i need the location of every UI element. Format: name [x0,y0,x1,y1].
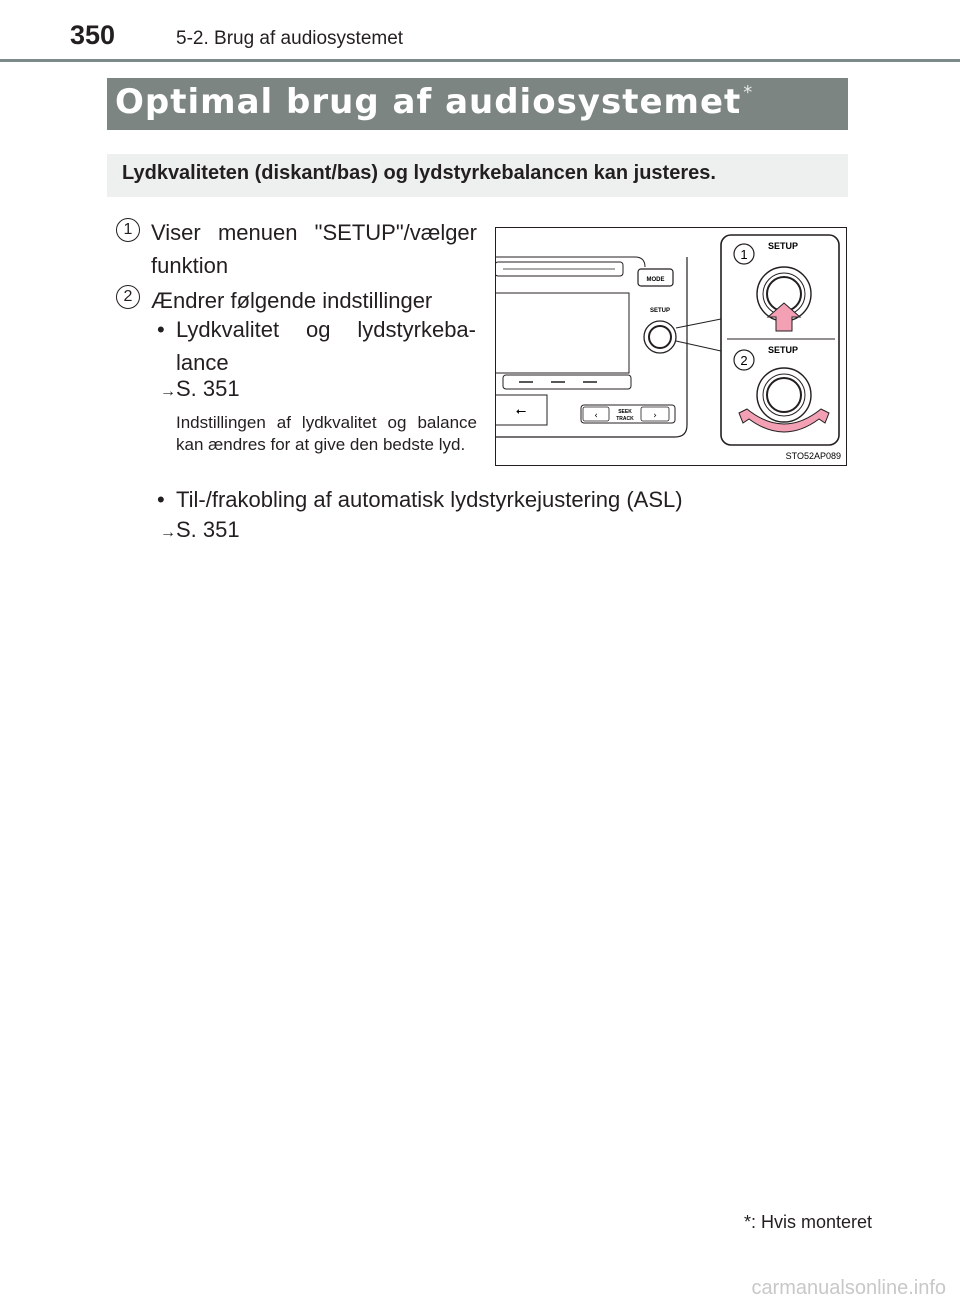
footnote: *: Hvis monteret [744,1212,873,1232]
seek-forward-icon: › [653,411,657,421]
watermark[interactable]: carmanualsonline.info [751,1277,946,1299]
step-number-1: 1 [116,218,140,242]
arrow-right-icon: → [160,524,176,541]
track-label: TRACK [616,416,634,422]
setup-label: SETUP [649,308,671,314]
step-2-text: Ændrer følgende indstillinger [151,288,433,313]
figure-code: STO52AP089 [785,451,841,461]
bullet-1-text: Lydkvalitet og lydstyrkeba-lance [176,317,476,375]
seek-label: SEEK [618,409,632,415]
audio-unit-illustration [495,227,847,466]
seek-back-icon: ‹ [594,411,598,421]
bullet-icon: • [157,487,165,512]
chapter-heading: 5-2. Brug af audiosystemet [176,28,404,49]
arrow-right-icon: → [160,383,176,400]
svg-text:2: 2 [740,353,748,368]
title-asterisk: * [743,82,754,103]
step-1-text: Viser menuen "SETUP"/vælger funktion [151,220,477,278]
mode-label: MODE [646,277,665,283]
usb-icon: ⭠ [515,404,527,419]
step-number-2: 2 [116,285,140,309]
setup-label-bottom: SETUP [767,345,799,355]
bullet-2-text: Til-/frakobling af automatisk lydstyrkejustering (ASL) [176,487,683,512]
header-divider [0,59,960,62]
section-title: Optimal brug af audiosystemet * [115,82,754,122]
note-text: Indstillingen af lydkvalitet og balance kan ændres for at give den bedste lyd. [176,413,477,454]
page-number: 350 [70,20,116,50]
setup-label-top: SETUP [767,241,799,251]
page-reference-1: →S. 351 [160,376,240,401]
svg-text:1: 1 [740,247,748,262]
bullet-icon: • [157,317,165,342]
page-reference-2: →S. 351 [160,517,240,542]
intro-text: Lydkvaliteten (diskant/bas) og lydstyrkebalancen kan justeres. [122,162,716,184]
